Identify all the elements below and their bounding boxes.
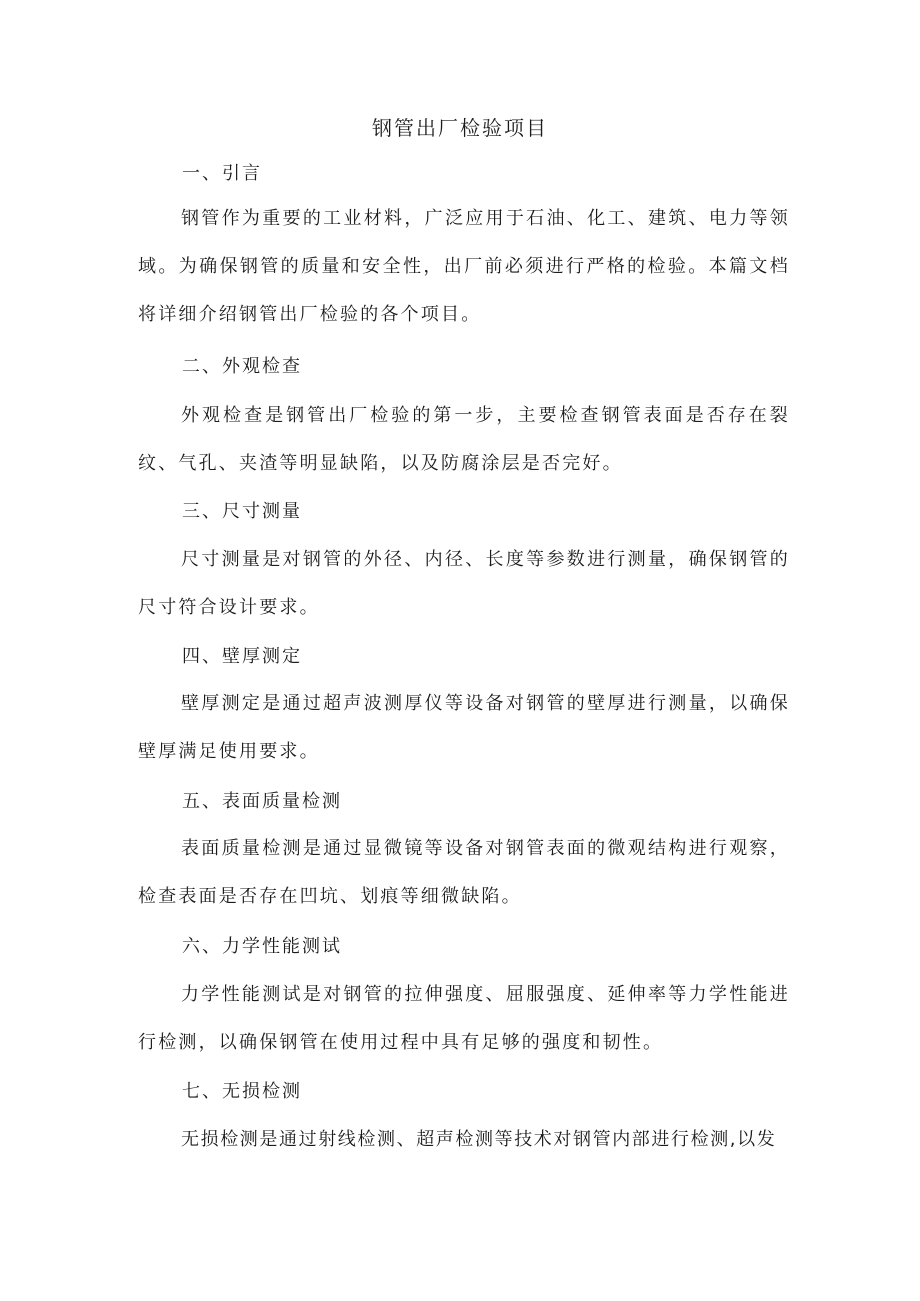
- section-body-appearance-inspection: 外观检查是钢管出厂检验的第一步，主要检查钢管表面是否存在裂纹、气孔、夹渣等明显缺陷，以及防腐涂层是否完好。: [138, 405, 790, 474]
- section-body-wall-thickness: 壁厚测定是通过超声波测厚仪等设备对钢管的壁厚进行测量，以确保壁厚满足使用要求。: [138, 693, 790, 762]
- section-heading-wall-thickness: 四、壁厚测定: [182, 646, 302, 667]
- section-heading-surface-quality: 五、表面质量检测: [182, 791, 342, 812]
- section-heading-nondestructive-testing: 七、无损检测: [182, 1081, 302, 1102]
- section-heading-dimension-measurement: 三、尺寸测量: [182, 501, 302, 522]
- section-body-nondestructive-testing: 无损检测是通过射线检测、超声检测等技术对钢管内部进行检测,以发: [181, 1129, 777, 1150]
- section-heading-mechanical-testing: 六、力学性能测试: [182, 936, 342, 957]
- section-heading-introduction: 一、引言: [182, 163, 262, 184]
- section-heading-appearance-inspection: 二、外观检查: [182, 356, 302, 377]
- section-body-mechanical-testing: 力学性能测试是对钢管的拉伸强度、屈服强度、延伸率等力学性能进行检测，以确保钢管在使用过程中具有足够的强度和韧性。: [138, 984, 790, 1053]
- section-body-dimension-measurement: 尺寸测量是对钢管的外径、内径、长度等参数进行测量，确保钢管的尺寸符合设计要求。: [138, 549, 790, 618]
- section-body-introduction: 钢管作为重要的工业材料，广泛应用于石油、化工、建筑、电力等领域。为确保钢管的质量和安全性，出厂前必须进行严格的检验。本篇文档将详细介绍钢管出厂检验的各个项目。: [138, 208, 790, 325]
- document-title: 钢管出厂检验项目: [372, 116, 548, 140]
- section-body-surface-quality: 表面质量检测是通过显微镜等设备对钢管表面的微观结构进行观察，检查表面是否存在凹坑、划痕等细微缺陷。: [138, 838, 790, 907]
